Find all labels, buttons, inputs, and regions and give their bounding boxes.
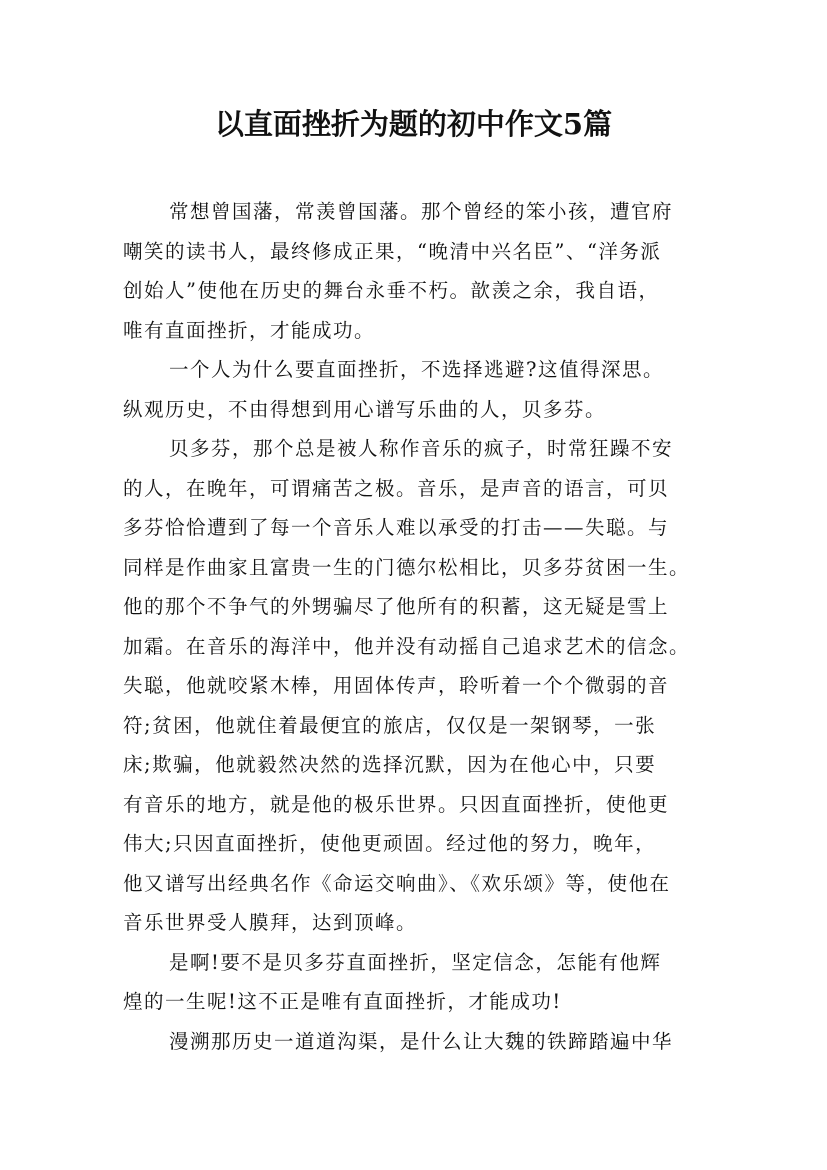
text-line: 嘲笑的读书人，最终修成正果，“晚清中兴名臣”、“洋务派 xyxy=(123,239,662,263)
text-line: 他又谱写出经典名作《命运交响曲》、《欢乐颂》等，使他在 xyxy=(123,871,671,895)
text-line: 多芬恰恰遭到了每一个音乐人难以承受的打击——失聪。与 xyxy=(123,516,670,539)
text-line: 创始人”使他在历史的舞台永垂不朽。歆羡之余，我自语， xyxy=(123,279,660,302)
document-title: 以直面挫折为题的初中作文5篇 xyxy=(214,107,613,141)
document-body xyxy=(123,192,705,1061)
text-line: 符;贫困，他就住着最便宜的旅店，仅仅是一架钢琴，一张 xyxy=(123,713,657,737)
text-line: 的人，在晚年，可谓痛苦之极。音乐，是声音的语言，可贝 xyxy=(123,476,670,500)
text-line: 是啊!要不是贝多芬直面挫折，坚定信念，怎能有他辉 xyxy=(169,950,662,974)
text-line: 常想曾国藩，常羡曾国藩。那个曾经的笨小孩，遭官府 xyxy=(169,200,674,223)
text-line: 有音乐的地方，就是他的极乐世界。只因直面挫折，使他更 xyxy=(123,792,670,816)
text-line: 一个人为什么要直面挫折，不选择逃避?这值得深思。 xyxy=(169,358,664,381)
text-line: 伟大;只因直面挫折，使他更顽固。经过他的努力，晚年， xyxy=(123,832,657,855)
text-line: 贝多芬，那个总是被人称作音乐的疯子，时常狂躁不安 xyxy=(169,437,674,460)
text-line: 同样是作曲家且富贵一生的门德尔松相比，贝多芬贫困一生。 xyxy=(123,555,691,579)
text-line: 床;欺骗，他就毅然决然的选择沉默，因为在他心中，只要 xyxy=(123,753,657,776)
text-line: 漫溯那历史一道道沟渠，是什么让大魏的铁蹄踏遍中华 xyxy=(169,1029,674,1053)
text-line: 音乐世界受人膜拜，达到顶峰。 xyxy=(123,911,418,934)
text-line: 加霜。在音乐的海洋中，他并没有动摇自己追求艺术的信念。 xyxy=(123,634,691,658)
text-line: 煌的一生呢!这不正是唯有直面挫折，才能成功! xyxy=(123,990,562,1013)
text-line: 他的那个不争气的外甥骗尽了他所有的积蓄，这无疑是雪上 xyxy=(123,595,670,618)
text-line: 纵观历史，不由得想到用心谱写乐曲的人，贝多芬。 xyxy=(123,397,607,421)
text-line: 失聪，他就咬紧木棒，用固体传声，聆听着一个个微弱的音 xyxy=(123,674,670,697)
text-line: 唯有直面挫折，才能成功。 xyxy=(123,318,376,342)
